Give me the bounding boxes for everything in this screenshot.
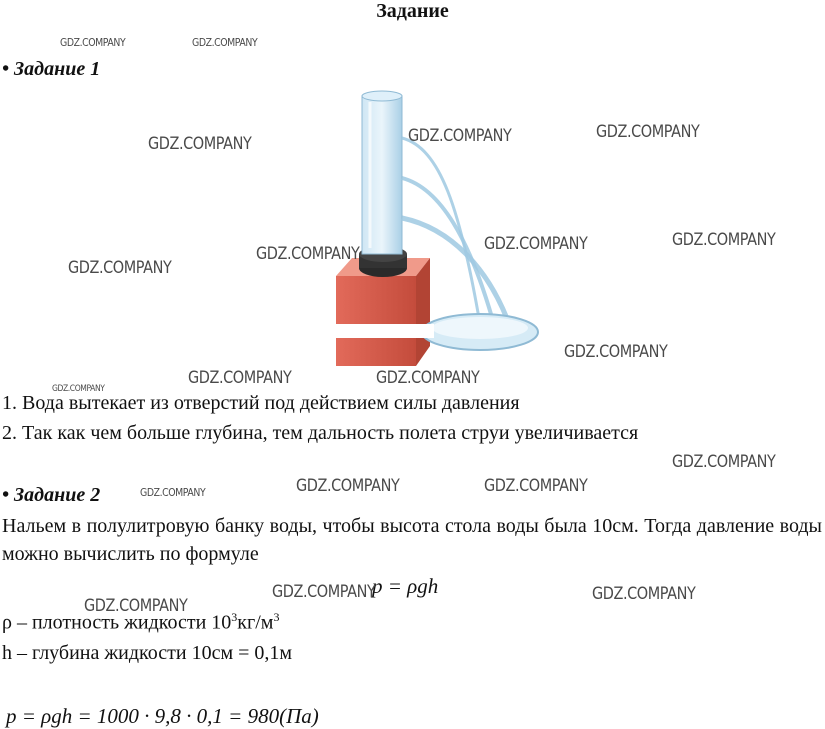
box-front [336,276,416,366]
watermark: GDZ.COMPANY [272,582,376,602]
watermark: GDZ.COMPANY [140,486,206,499]
pressure-formula: p = ρgh [372,574,439,598]
watermark: GDZ.COMPANY [564,342,668,362]
watermark: GDZ.COMPANY [484,234,588,254]
h-definition: h – глубина жидкости 10см = 0,1м [2,642,293,664]
watermark: GDZ.COMPANY [60,36,126,49]
watermark: GDZ.COMPANY [148,134,252,154]
task1-answer-2: 2. Так как чем больше глубина, тем дальность полета струи увеличивается [2,422,639,444]
task2-heading: • Задание 2 [2,484,101,506]
water-tube [362,96,402,254]
rho-definition: ρ – плотность жидкости $10^3кг/м^3$ [2,610,280,634]
watermark: GDZ.COMPANY [52,384,105,394]
task1-heading: • Задание 1 [2,58,101,80]
box-side [416,258,430,366]
watermark: GDZ.COMPANY [192,36,258,49]
watermark: GDZ.COMPANY [296,476,400,496]
watermark: GDZ.COMPANY [408,126,512,146]
page-title: Задание [376,0,449,22]
watermark: GDZ.COMPANY [672,452,776,472]
watermark: GDZ.COMPANY [484,476,588,496]
watermark: GDZ.COMPANY [596,122,700,142]
task2-paragraph: Нальем в полулитровую банку воды, чтобы высота стола воды была 10см. Тогда давление воды можно вычислить по формуле [2,515,822,565]
watermark: GDZ.COMPANY [592,584,696,604]
watermark: GDZ.COMPANY [376,368,480,388]
pressure-calculation: p = ρgh = 1000 · 9,8 · 0,1 = 980(Па) [6,704,319,728]
task1-answer-1: 1. Вода вытекает из отверстий под действием силы давления [2,392,520,414]
watermark: GDZ.COMPANY [256,244,360,264]
watermark: GDZ.COMPANY [672,230,776,250]
watermark: GDZ.COMPANY [68,258,172,278]
watermark: GDZ.COMPANY [84,596,188,616]
watermark: GDZ.COMPANY [188,368,292,388]
